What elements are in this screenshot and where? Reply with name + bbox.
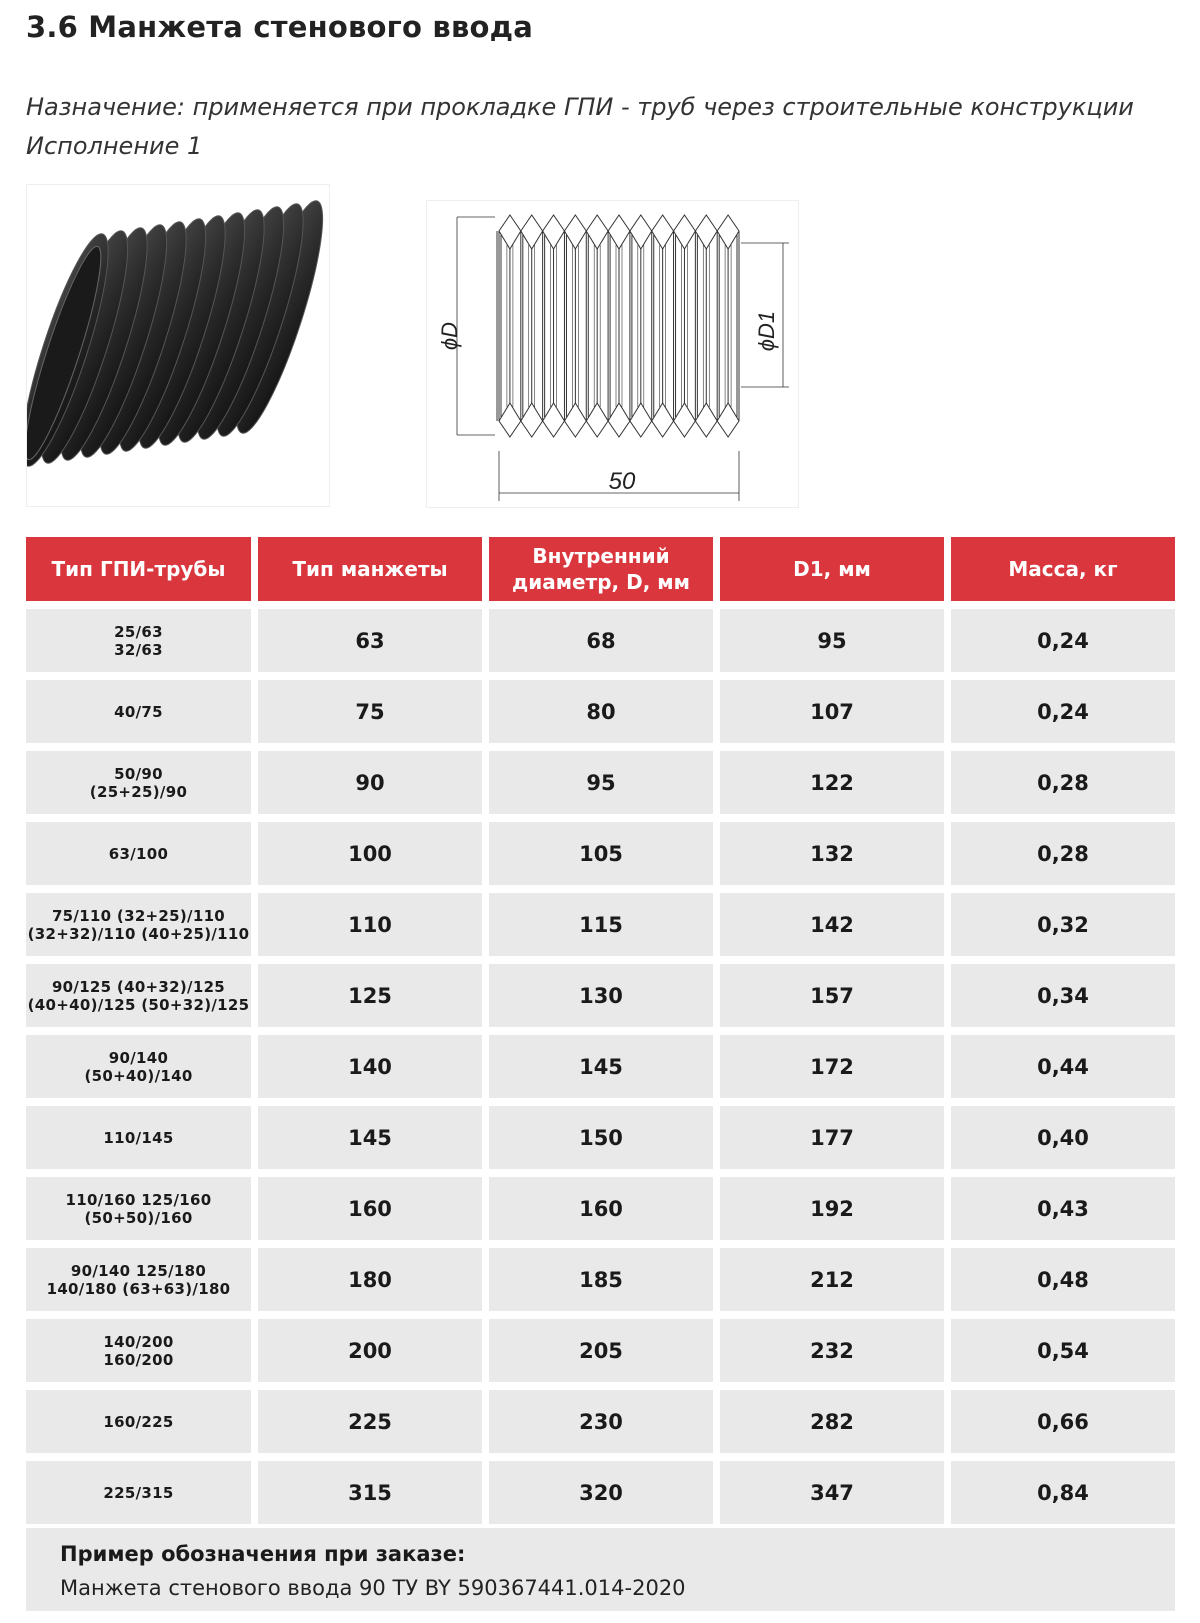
cell-inner-diameter: 145 <box>489 1035 713 1098</box>
cell-mass: 0,48 <box>951 1248 1175 1311</box>
cell-d1: 212 <box>720 1248 944 1311</box>
cell-inner-diameter: 230 <box>489 1390 713 1453</box>
cell-pipe-type: 140/200 160/200 <box>26 1319 251 1382</box>
table-header <box>26 537 1175 601</box>
cell-mass: 0,44 <box>951 1035 1175 1098</box>
order-example-text: Манжета стенового ввода 90 ТУ BY 590367441.014-2020 <box>60 1576 686 1600</box>
cell-mass: 0,66 <box>951 1390 1175 1453</box>
cell-cuff-type: 63 <box>258 609 482 672</box>
cell-pipe-type: 225/315 <box>26 1461 251 1524</box>
table-row <box>26 609 1175 672</box>
table-row <box>26 1035 1175 1098</box>
order-example <box>26 1528 1175 1611</box>
table-row <box>26 1248 1175 1311</box>
cell-inner-diameter: 130 <box>489 964 713 1027</box>
specs-table <box>26 537 1175 1532</box>
cell-inner-diameter: 115 <box>489 893 713 956</box>
dim-length-label: 50 <box>608 468 636 495</box>
table-row <box>26 822 1175 885</box>
cell-d1: 142 <box>720 893 944 956</box>
order-example-label: Пример обозначения при заказе: <box>60 1542 466 1566</box>
cell-cuff-type: 75 <box>258 680 482 743</box>
cell-cuff-type: 160 <box>258 1177 482 1240</box>
cell-inner-diameter: 95 <box>489 751 713 814</box>
header-cuff-type: Тип манжеты <box>258 537 482 601</box>
technical-drawing <box>426 200 799 508</box>
cell-mass: 0,84 <box>951 1461 1175 1524</box>
table-body <box>26 609 1175 1524</box>
cell-d1: 347 <box>720 1461 944 1524</box>
cell-cuff-type: 145 <box>258 1106 482 1169</box>
corrugated-cuff-image <box>27 185 329 506</box>
cell-pipe-type: 160/225 <box>26 1390 251 1453</box>
header-inner-diameter: Внутренний диаметр, D, мм <box>489 537 713 601</box>
cell-inner-diameter: 160 <box>489 1177 713 1240</box>
dim-d-label: ϕD <box>437 321 462 351</box>
table-row <box>26 1106 1175 1169</box>
cell-pipe-type: 90/125 (40+32)/125 (40+40)/125 (50+32)/125 <box>26 964 251 1027</box>
cell-pipe-type: 50/90 (25+25)/90 <box>26 751 251 814</box>
cell-inner-diameter: 320 <box>489 1461 713 1524</box>
cell-d1: 192 <box>720 1177 944 1240</box>
cell-pipe-type: 90/140 125/180 140/180 (63+63)/180 <box>26 1248 251 1311</box>
table-row <box>26 1390 1175 1453</box>
cell-inner-diameter: 185 <box>489 1248 713 1311</box>
table-row <box>26 1461 1175 1524</box>
product-photo <box>26 184 330 507</box>
cell-mass: 0,43 <box>951 1177 1175 1240</box>
cell-inner-diameter: 80 <box>489 680 713 743</box>
table-row <box>26 680 1175 743</box>
cell-d1: 177 <box>720 1106 944 1169</box>
cell-cuff-type: 90 <box>258 751 482 814</box>
table-row <box>26 751 1175 814</box>
cell-pipe-type: 110/145 <box>26 1106 251 1169</box>
cell-cuff-type: 225 <box>258 1390 482 1453</box>
cell-cuff-type: 315 <box>258 1461 482 1524</box>
table-row <box>26 1177 1175 1240</box>
cell-pipe-type: 25/63 32/63 <box>26 609 251 672</box>
header-pipe-type: Тип ГПИ-трубы <box>26 537 251 601</box>
header-d1: D1, мм <box>720 537 944 601</box>
cell-mass: 0,28 <box>951 751 1175 814</box>
cell-d1: 95 <box>720 609 944 672</box>
variant-text: Исполнение 1 <box>26 132 203 160</box>
purpose-text: Назначение: применяется при прокладке ГПИ - труб через строительные конструкции <box>26 93 1134 121</box>
cell-cuff-type: 180 <box>258 1248 482 1311</box>
cell-pipe-type: 90/140 (50+40)/140 <box>26 1035 251 1098</box>
cell-pipe-type: 75/110 (32+25)/110 (32+32)/110 (40+25)/110 <box>26 893 251 956</box>
table-row <box>26 893 1175 956</box>
cell-mass: 0,24 <box>951 680 1175 743</box>
cell-pipe-type: 110/160 125/160 (50+50)/160 <box>26 1177 251 1240</box>
cell-cuff-type: 100 <box>258 822 482 885</box>
cell-mass: 0,28 <box>951 822 1175 885</box>
cell-d1: 282 <box>720 1390 944 1453</box>
cell-cuff-type: 200 <box>258 1319 482 1382</box>
page-title: 3.6 Манжета стенового ввода <box>26 10 534 44</box>
cell-inner-diameter: 105 <box>489 822 713 885</box>
table-row <box>26 1319 1175 1382</box>
cuff-section-drawing <box>427 201 798 507</box>
cell-pipe-type: 63/100 <box>26 822 251 885</box>
cell-mass: 0,32 <box>951 893 1175 956</box>
cell-d1: 107 <box>720 680 944 743</box>
cell-mass: 0,24 <box>951 609 1175 672</box>
cell-d1: 157 <box>720 964 944 1027</box>
cell-inner-diameter: 68 <box>489 609 713 672</box>
cell-inner-diameter: 205 <box>489 1319 713 1382</box>
dim-d1-label: ϕD1 <box>754 310 779 352</box>
cell-d1: 132 <box>720 822 944 885</box>
cell-mass: 0,40 <box>951 1106 1175 1169</box>
cell-cuff-type: 140 <box>258 1035 482 1098</box>
cell-inner-diameter: 150 <box>489 1106 713 1169</box>
cell-cuff-type: 110 <box>258 893 482 956</box>
cell-cuff-type: 125 <box>258 964 482 1027</box>
cell-mass: 0,34 <box>951 964 1175 1027</box>
cell-pipe-type: 40/75 <box>26 680 251 743</box>
cell-d1: 172 <box>720 1035 944 1098</box>
cell-mass: 0,54 <box>951 1319 1175 1382</box>
cell-d1: 122 <box>720 751 944 814</box>
table-row <box>26 964 1175 1027</box>
cell-d1: 232 <box>720 1319 944 1382</box>
header-mass: Масса, кг <box>951 537 1175 601</box>
